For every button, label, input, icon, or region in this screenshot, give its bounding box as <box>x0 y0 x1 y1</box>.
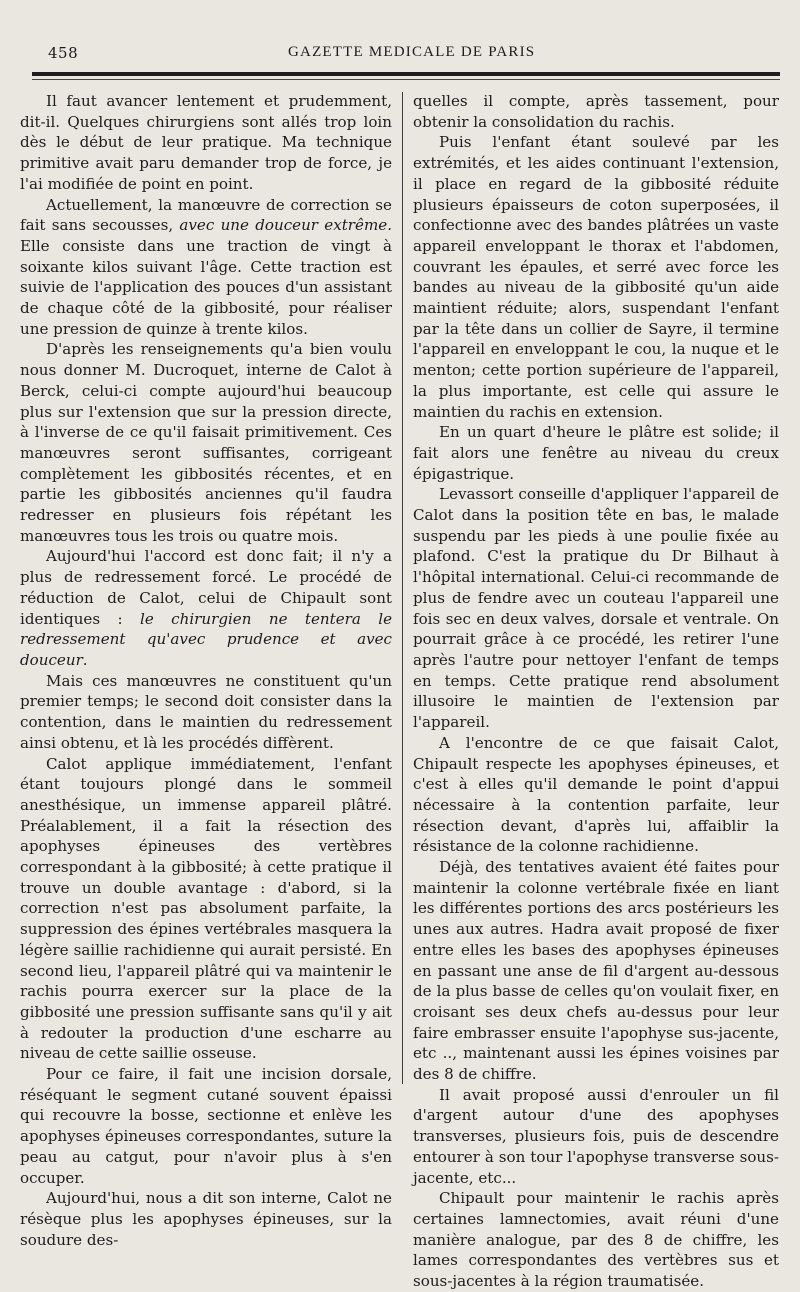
emphasis: le chirurgien ne tentera le redressement qu'avec prudence et avec douceur <box>20 609 393 669</box>
paragraph: En un quart d'heure le plâtre est solide; il fait alors une fenêtre au niveau du creux épigastrique. <box>413 423 779 483</box>
paragraph: Actuellement, la manœuvre de correction se fait sans secousses, avec une douceur extrême. Elle consiste dans une traction de vingt à soixante kilos suivant l'âge. Cette traction est suivie de l'application des pouces d'un assistant de chaque côté de la gibbosité, pour réaliser une pression de quinze à trente kilos. <box>20 195 392 338</box>
paragraph: Aujourd'hui, nous a dit son interne, Calot ne résèque plus les apophyses épineuses, sur la soudure des- <box>20 1189 392 1249</box>
page-number: 458 <box>48 44 79 62</box>
header-rule <box>32 72 780 76</box>
paragraph: Déjà, des tentatives avaient été faites pour maintenir la colonne vertébrale fixée en liant les différentes portions des arcs postérieurs les unes aux autres. Hadra avait proposé de fixer entre elles les bases des apophyses épineuses en passant une anse de fil d'argent au-dessous de la plus basse de celles qu'on voulait fixer, en croisant ses deux chefs au-dessus pour leur faire embrasser ensuite l'apophyse sus-jacente, etc .., maintenant aussi les épines voisines par des 8 de chiffre. <box>413 858 779 1084</box>
paragraph: Il faut avancer lentement et prudemment, dit-il. Quelques chirurgiens sont allés trop loin dès le début de leur pratique. Ma technique primitive avait paru demander trop de force, je l'ai modifiée de point en point. <box>20 92 392 193</box>
header-rule-thin <box>32 79 780 80</box>
journal-title: GAZETTE MEDICALE DE PARIS <box>288 44 536 60</box>
paragraph: Chipault pour maintenir le rachis après certaines lamnectomies, avait réuni d'une manière analogue, par des 8 de chiffre, les lames correspondantes des vertèbres sus et sous-jacentes à la région traumatisée. <box>413 1189 779 1291</box>
page-header <box>48 40 783 64</box>
left-column <box>20 91 392 1250</box>
right-column <box>413 91 779 1292</box>
paragraph: D'après les renseignements qu'a bien voulu nous donner M. Ducroquet, interne de Calot à Berck, celui-ci compte aujourd'hui beaucoup plus sur l'extension que sur la pression directe, à l'inverse de ce qu'il faisait primitivement. Ces manœuvres seront suffisantes, corrigeant complètement les gibbosités récentes, et en partie les gibbosités anciennes qu'il faudra redresser en plusieurs fois répétant les manœuvres tous les trois ou quatre mois. <box>20 340 392 545</box>
emphasis: avec une douceur extrême. <box>179 216 392 235</box>
paragraph: Il avait proposé aussi d'enrouler un fil d'argent autour d'une des apophyses transverses, plusieurs fois, puis de descendre entourer à son tour l'apophyse transverse sous-jacente, etc... <box>413 1085 779 1187</box>
paragraph: quelles il compte, après tassement, pour obtenir la consolidation du rachis. <box>413 92 779 131</box>
column-divider <box>402 92 403 1084</box>
paragraph: Aujourd'hui l'accord est donc fait; il n'y a plus de redressement forcé. Le procédé de réduction de Calot, celui de Chipault sont identiques : le chirurgien ne tentera le redressement qu'avec prudence et avec douceur. <box>20 547 393 669</box>
paragraph: Pour ce faire, il fait une incision dorsale, réséquant le segment cutané souvent épaissi qui recouvre la bosse, sectionne et enlève les apophyses épineuses correspondantes, suture la peau au catgut, pour n'avoir plus à s'en occuper. <box>20 1065 392 1187</box>
paragraph: Levassort conseille d'appliquer l'appareil de Calot dans la position tête en bas, le malade suspendu par les pieds à une poulie fixée au plafond. C'est la pratique du Dr Bilhaut à l'hôpital international. Celui-ci recommande de plus de fendre avec un couteau l'appareil une fois sec en deux valves, dorsale et ventrale. On pourrait grâce à ce procédé, les retirer l'une après l'autre pour nettoyer l'enfant de temps en temps. Cette pratique rend absolument illusoire le maintien de l'extension par l'appareil. <box>413 485 779 732</box>
paragraph: Mais ces manœuvres ne constituent qu'un premier temps; le second doit consister dans la contention, dans le maintien du redressement ainsi obtenu, et là les procédés diffèrent. <box>20 671 392 752</box>
paragraph: Calot applique immédiatement, l'enfant étant toujours plongé dans le sommeil anesthésique, un immense appareil plâtré. Préalablement, il a fait la résection des apophyses épineuses des vertèbres correspondant à la gibbosité; à cette pratique il trouve un double avantage : d'abord, si la correction n'est pas absolument parfaite, la suppression des épines vertébrales masquera la légère saillie rachidienne qui aurait persisté. En second lieu, l'appareil plâtré qui va maintenir le rachis pourra exercer sur la place de la gibbosité une pression suffisante sans qu'il y ait à redouter la production d'une escharre au niveau de cette saillie osseuse. <box>20 754 392 1063</box>
paragraph: A l'encontre de ce que faisait Calot, Chipault respecte les apophyses épineuses, et c'est à elles qu'il demande le point d'appui nécessaire à la contention parfaite, leur résection devant, d'après lui, affaiblir la résistance de la colonne rachidienne. <box>413 733 779 856</box>
paragraph: Puis l'enfant étant soulevé par les extrémités, et les aides continuant l'extension, il place en regard de la gibbosité réduite plusieurs épaisseurs de coton superposées, il confectionne avec des bandes plâtrées un vaste appareil enveloppant le thorax et l'abdomen, couvrant les épaules, et serré avec force les bandes au niveau de la gibbosité qu'un aide maintient réduite; alors, suspendant l'enfant par la tête dans un collier de Sayre, il termine l'appareil en enveloppant le cou, la nuque et le menton; cette portion supérieure de l'appareil, la plus importante, est celle qui assure le maintien du rachis en extension. <box>413 133 779 421</box>
